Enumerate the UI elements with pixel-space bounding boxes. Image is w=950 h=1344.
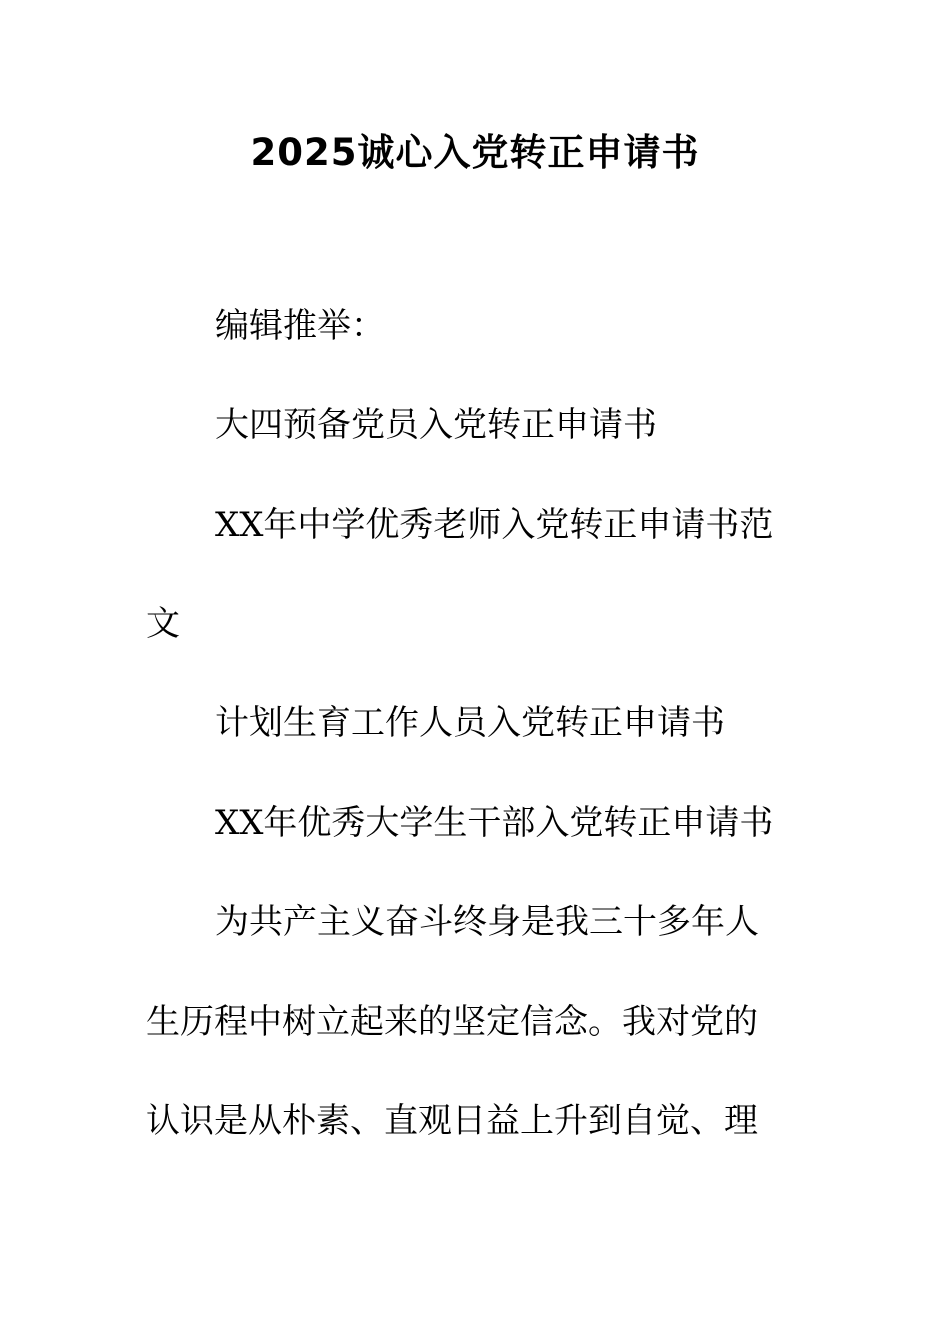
paragraph-line: 为共产主义奋斗终身是我三十多年人 — [215, 902, 759, 942]
paragraph-line: 生历程中树立起来的坚定信念。我对党的 — [146, 1002, 758, 1042]
paragraph-line: XX年中学优秀老师入党转正申请书范 — [215, 505, 774, 545]
document-title: 2025诚心入党转正申请书 — [250, 131, 700, 174]
paragraph-line: XX年优秀大学生干部入党转正申请书 — [215, 803, 774, 843]
paragraph-line: 认识是从朴素、直观日益上升到自觉、理 — [146, 1101, 758, 1141]
paragraph-line: 编辑推举： — [215, 306, 385, 346]
paragraph-line: 文 — [146, 604, 180, 644]
paragraph-line: 计划生育工作人员入党转正申请书 — [215, 703, 725, 743]
paragraph-line: 大四预备党员入党转正申请书 — [215, 405, 657, 445]
